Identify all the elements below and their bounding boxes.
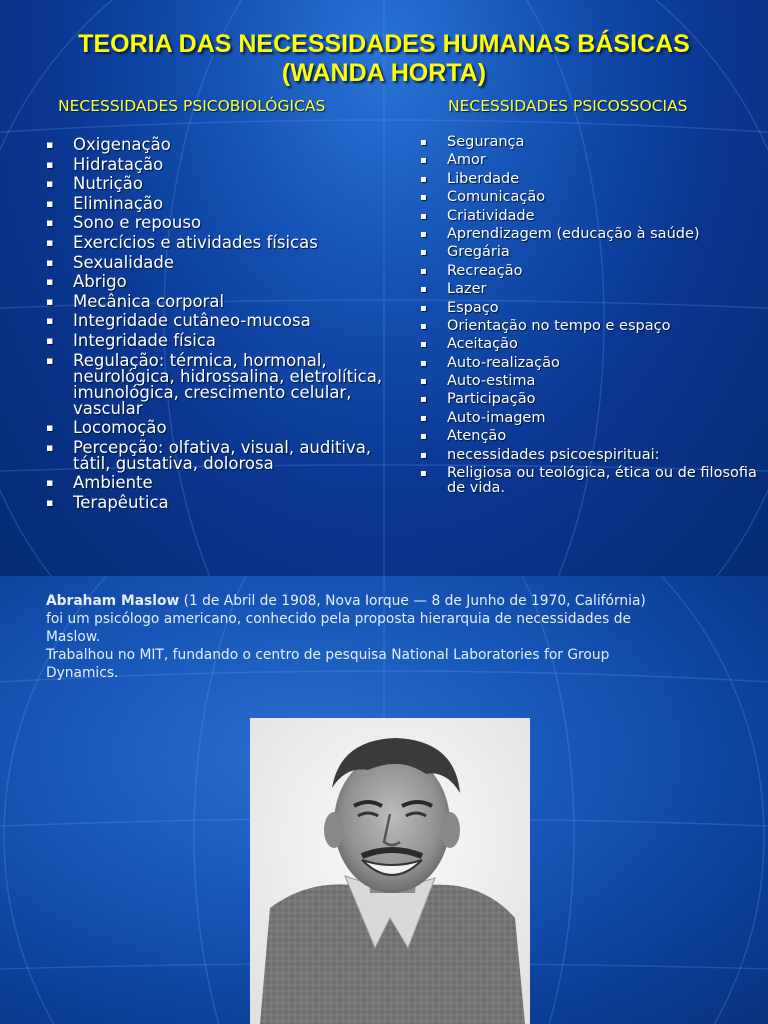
square-bullet-icon: ▪ [420,302,427,314]
list-item [46,492,406,512]
square-bullet-icon: ▪ [46,235,54,249]
list-item [420,153,760,168]
square-bullet-icon: ▪ [46,196,54,210]
square-bullet-icon: ▪ [420,357,427,369]
list-item-label: Aceitação [447,336,518,353]
square-bullet-icon: ▪ [46,421,54,435]
list-item [46,154,406,174]
list-item [46,215,406,231]
list-item-label: Percepção: olfativa, visual, auditiva, tátil, gustativa, dolorosa [73,437,372,473]
slide-title-line-2: (WANDA HORTA) [281,59,487,87]
list-item-label: Auto-imagem [447,409,546,426]
list-item [46,313,406,329]
slide-title-line-1: TEORIA DAS NECESSIDADES HUMANAS BÁSICAS [78,30,690,58]
square-bullet-icon: ▪ [420,394,427,406]
list-item-label: Comunicação [447,189,546,206]
list-item-label: Abrigo [73,272,127,292]
list-item [420,135,760,150]
list-item-label: Sono e repouso [73,213,202,233]
square-bullet-icon: ▪ [46,333,54,347]
square-bullet-icon: ▪ [46,157,54,171]
list-item [46,252,406,272]
psychobiological-heading: NECESSIDADES PSICOBIOLÓGICAS [58,97,326,115]
list-item-label: Terapêutica [73,492,169,512]
bio-name: Abraham Maslow [46,593,180,609]
list-item [420,209,760,224]
square-bullet-icon: ▪ [46,177,54,191]
square-bullet-icon: ▪ [46,495,54,509]
list-item [46,350,406,418]
list-item [420,466,760,496]
list-item [420,190,760,205]
square-bullet-icon: ▪ [420,468,427,480]
list-item [420,356,760,371]
list-item [420,337,760,352]
list-item [46,137,406,153]
list-item-label: Integridade física [73,330,216,350]
square-bullet-icon: ▪ [420,339,427,351]
square-bullet-icon: ▪ [420,137,427,148]
list-item-label: Hidratação [73,154,164,174]
list-item-label: Liberdade [447,170,520,187]
list-item [420,301,760,316]
square-bullet-icon: ▪ [420,210,427,222]
list-item-label: Participação [447,391,536,408]
slide-title [0,30,768,88]
list-item [420,264,760,279]
list-item [46,274,406,290]
square-bullet-icon: ▪ [420,247,427,259]
list-item [46,193,406,213]
list-item [420,429,760,444]
square-bullet-icon: ▪ [420,265,427,277]
bio-career: Trabalhou no MIT, fundando o centro de pesquisa National Laboratories for Group Dynamics. [46,647,610,681]
psychosocial-needs-list [420,135,760,499]
list-item-label: Ambiente [73,473,153,493]
psychobiological-needs-list [46,137,406,515]
square-bullet-icon: ▪ [46,138,54,151]
list-item [46,232,406,252]
list-item-label: Segurança [447,134,525,150]
square-bullet-icon: ▪ [420,173,427,185]
list-item-label: Aprendizagem (educação à saúde) [447,225,700,242]
list-item [420,374,760,389]
square-bullet-icon: ▪ [420,155,427,167]
list-item [420,282,760,297]
square-bullet-icon: ▪ [420,449,427,461]
maslow-photo [250,718,530,1024]
list-item [420,448,760,463]
list-item-label: Recreação [447,262,523,279]
list-item-label: Amor [447,152,486,169]
square-bullet-icon: ▪ [46,314,54,328]
list-item-label: Exercícios e atividades físicas [73,232,318,252]
square-bullet-icon: ▪ [46,353,54,367]
list-item-label: Atenção [447,428,507,445]
list-item-label: Lazer [447,281,487,298]
list-item [420,411,760,426]
square-bullet-icon: ▪ [46,275,54,289]
list-item-label: Auto-estima [447,373,536,390]
list-item [420,392,760,407]
psychosocial-heading: NECESSIDADES PSICOSSOCIAS [448,97,688,115]
square-bullet-icon: ▪ [420,412,427,424]
bio-intro [46,592,666,610]
square-bullet-icon: ▪ [420,320,427,332]
square-bullet-icon: ▪ [46,216,54,230]
list-item [46,437,406,473]
list-item-label: Regulação: térmica, hormonal, neurológica, hidrossalina, eletrolítica, imunológica, crescimento celular, vascular [73,350,383,418]
square-bullet-icon: ▪ [46,476,54,490]
square-bullet-icon: ▪ [46,440,54,454]
list-item-label: Locomoção [73,418,167,438]
list-item-label: Gregária [447,244,510,261]
square-bullet-icon: ▪ [420,431,427,443]
square-bullet-icon: ▪ [420,192,427,204]
list-item-label: Integridade cutâneo-mucosa [73,311,311,331]
square-bullet-icon: ▪ [420,284,427,296]
list-item-label: necessidades psicoespirituai: [447,446,660,463]
list-item-label: Nutrição [73,174,143,194]
list-item [46,475,406,491]
bio-dates: (1 de Abril de 1908, Nova Iorque — 8 de Junho de 1970, Califórnia) [179,593,646,609]
list-item-label: Criatividade [447,207,535,224]
maslow-bio [46,592,666,682]
list-item-label: Sexualidade [73,252,175,272]
list-item [420,245,760,260]
list-item [420,227,760,242]
list-item-label: Eliminação [73,193,164,213]
list-item [420,172,760,187]
list-item [46,330,406,350]
list-item-label: Auto-realização [447,354,560,371]
list-item-label: Mecânica corporal [73,291,225,311]
square-bullet-icon: ▪ [420,228,427,240]
square-bullet-icon: ▪ [46,255,54,269]
square-bullet-icon: ▪ [46,294,54,308]
list-item [46,291,406,311]
bio-description: foi um psicólogo americano, conhecido pela proposta hierarquia de necessidades de Maslow. [46,611,631,645]
square-bullet-icon: ▪ [420,376,427,388]
list-item [46,420,406,436]
list-item-label: Orientação no tempo e espaço [447,317,671,334]
list-item-label: Religiosa ou teológica, ética ou de filosofia de vida. [447,465,757,497]
portrait-image [250,718,530,1024]
list-item-label: Oxigenação [73,135,171,154]
list-item [46,176,406,192]
list-item [420,319,760,334]
list-item-label: Espaço [447,299,499,316]
